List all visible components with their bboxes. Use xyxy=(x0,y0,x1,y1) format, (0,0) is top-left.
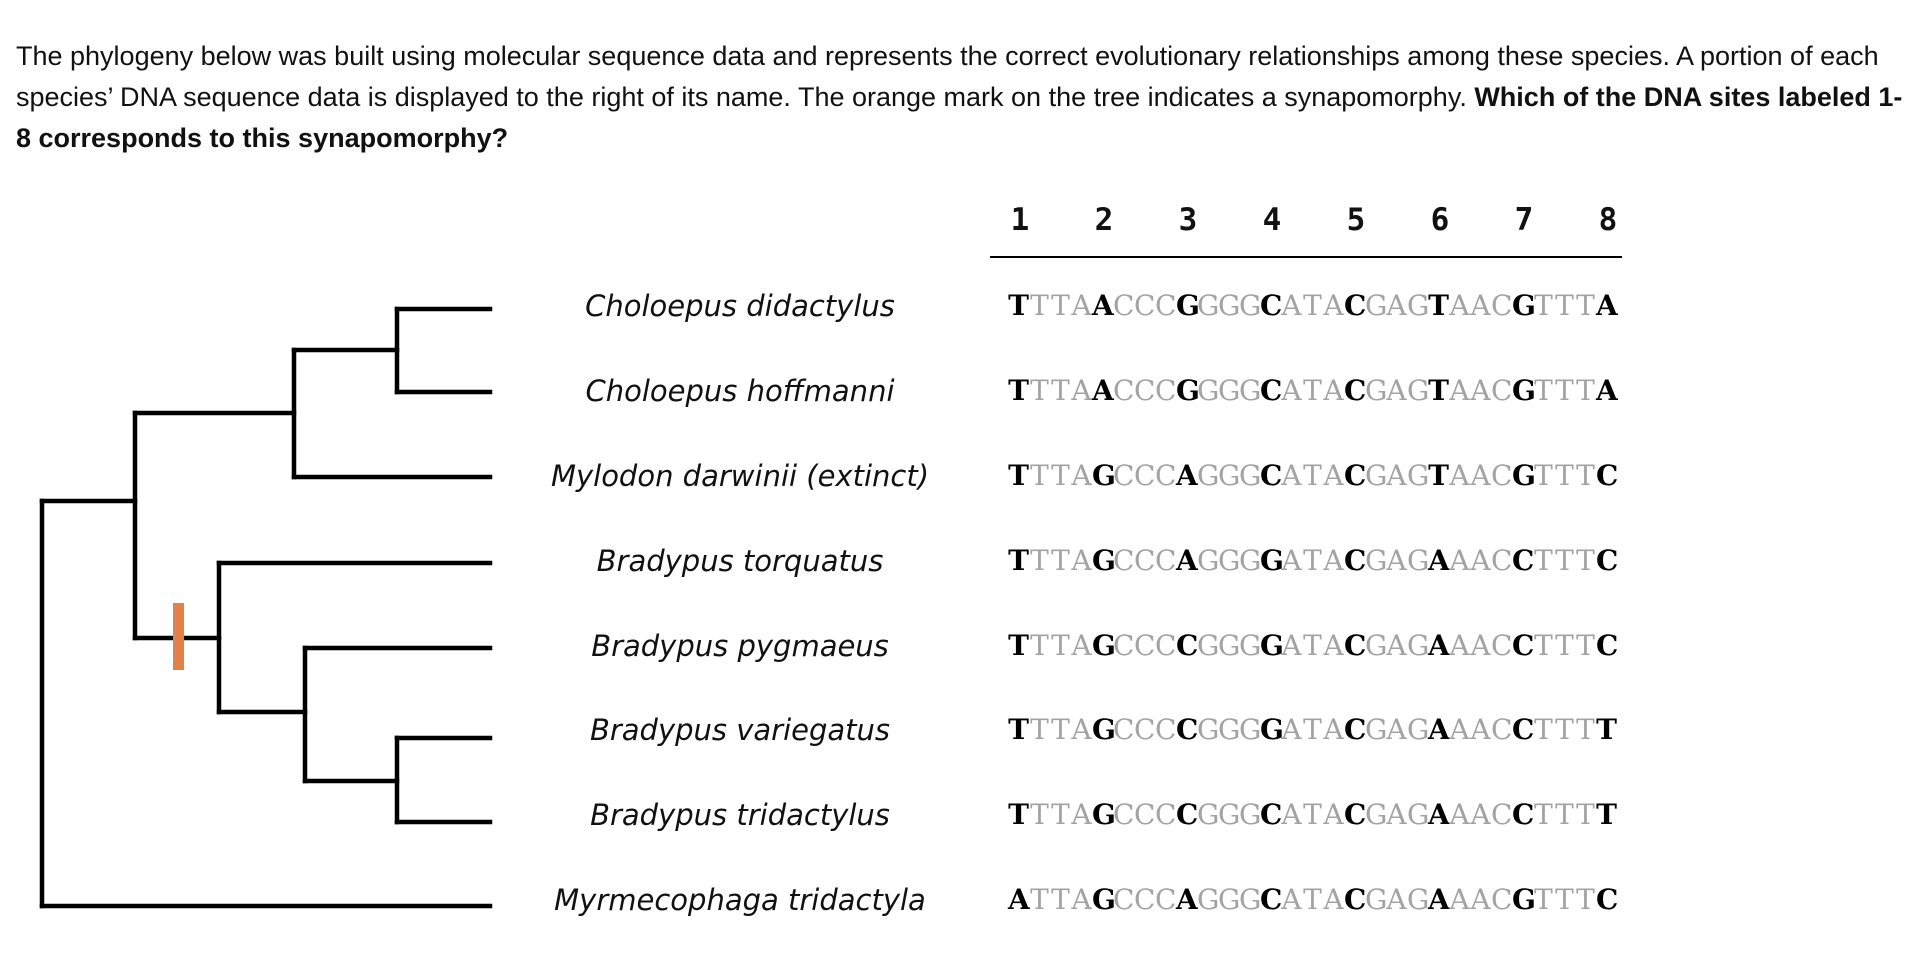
base: G xyxy=(1218,459,1241,492)
base: G xyxy=(1365,459,1388,492)
base: T xyxy=(1555,629,1574,662)
species-label: Bradypus torquatus xyxy=(596,544,884,578)
species-label: Bradypus pygmaeus xyxy=(591,629,889,663)
species-label: Choloepus didactylus xyxy=(585,289,895,323)
site-number: 4 xyxy=(1262,202,1282,238)
base: T xyxy=(1051,374,1070,407)
base: G xyxy=(1239,459,1262,492)
site-base: T xyxy=(1596,798,1617,831)
site-base: T xyxy=(1428,459,1449,492)
base: T xyxy=(1555,883,1574,916)
site-number: 7 xyxy=(1514,202,1534,238)
site-number: 6 xyxy=(1430,202,1450,238)
dna-sequence xyxy=(1008,880,1628,920)
dna-sequence xyxy=(1008,795,1628,835)
site-base: C xyxy=(1512,629,1535,662)
site-base: T xyxy=(1596,713,1617,746)
base: G xyxy=(1239,798,1262,831)
base: T xyxy=(1303,374,1322,407)
base: A xyxy=(1281,544,1302,577)
base: T xyxy=(1555,798,1574,831)
site-base: G xyxy=(1260,629,1284,662)
base: T xyxy=(1051,289,1070,322)
base: A xyxy=(1323,798,1344,831)
base: T xyxy=(1051,798,1070,831)
base: C xyxy=(1491,798,1513,831)
site-base: C xyxy=(1596,629,1619,662)
base: T xyxy=(1051,459,1070,492)
base: A xyxy=(1071,629,1092,662)
base: G xyxy=(1407,289,1430,322)
base: T xyxy=(1303,289,1322,322)
base: G xyxy=(1218,629,1241,662)
base: G xyxy=(1407,374,1430,407)
base: C xyxy=(1113,713,1135,746)
base: C xyxy=(1491,459,1513,492)
base: T xyxy=(1303,459,1322,492)
site-base: C xyxy=(1344,289,1367,322)
base: T xyxy=(1030,883,1049,916)
base: C xyxy=(1134,629,1156,662)
base: C xyxy=(1134,459,1156,492)
base: G xyxy=(1197,459,1220,492)
base: A xyxy=(1449,459,1470,492)
base: A xyxy=(1449,883,1470,916)
base: A xyxy=(1449,374,1470,407)
base: G xyxy=(1239,289,1262,322)
species-label: Myrmecophaga tridactyla xyxy=(554,883,926,917)
site-base: T xyxy=(1008,629,1029,662)
base: A xyxy=(1071,374,1092,407)
site-base: C xyxy=(1596,459,1619,492)
site-base: G xyxy=(1260,544,1284,577)
base: G xyxy=(1365,798,1388,831)
base: A xyxy=(1386,374,1407,407)
base: G xyxy=(1407,798,1430,831)
base: G xyxy=(1239,629,1262,662)
base: C xyxy=(1491,544,1513,577)
base: G xyxy=(1218,883,1241,916)
base: T xyxy=(1534,798,1553,831)
site-base: C xyxy=(1512,798,1535,831)
base: A xyxy=(1323,713,1344,746)
site-base: G xyxy=(1092,629,1116,662)
base: G xyxy=(1365,883,1388,916)
base: T xyxy=(1576,713,1595,746)
site-base: T xyxy=(1008,459,1029,492)
base: T xyxy=(1303,798,1322,831)
base: T xyxy=(1051,544,1070,577)
base: T xyxy=(1534,544,1553,577)
site-axis-rule xyxy=(990,256,1622,258)
base: T xyxy=(1051,883,1070,916)
base: A xyxy=(1470,289,1491,322)
site-base: T xyxy=(1428,289,1449,322)
base: C xyxy=(1113,459,1135,492)
base: T xyxy=(1030,374,1049,407)
site-base: C xyxy=(1260,883,1283,916)
dna-sequence xyxy=(1008,371,1628,411)
base: A xyxy=(1386,289,1407,322)
site-number: 1 xyxy=(1010,202,1030,238)
site-base: A xyxy=(1428,798,1450,831)
site-base: T xyxy=(1008,544,1029,577)
site-base: G xyxy=(1092,883,1116,916)
base: G xyxy=(1218,374,1241,407)
site-base: C xyxy=(1176,629,1199,662)
base: G xyxy=(1218,798,1241,831)
base: T xyxy=(1576,798,1595,831)
base: G xyxy=(1197,374,1220,407)
site-base: G xyxy=(1512,289,1536,322)
base: T xyxy=(1534,289,1553,322)
species-label: Bradypus tridactylus xyxy=(590,798,890,832)
base: G xyxy=(1239,883,1262,916)
site-base: C xyxy=(1344,374,1367,407)
synapomorphy-mark xyxy=(173,603,184,670)
base: C xyxy=(1155,289,1177,322)
base: G xyxy=(1239,374,1262,407)
base: A xyxy=(1449,289,1470,322)
base: A xyxy=(1470,459,1491,492)
base: A xyxy=(1071,459,1092,492)
base: A xyxy=(1470,798,1491,831)
base: G xyxy=(1239,544,1262,577)
base: G xyxy=(1218,289,1241,322)
base: T xyxy=(1534,459,1553,492)
dna-sequence xyxy=(1008,456,1628,496)
base: A xyxy=(1071,289,1092,322)
site-base: C xyxy=(1512,713,1535,746)
base: T xyxy=(1303,629,1322,662)
base: C xyxy=(1491,883,1513,916)
base: A xyxy=(1449,798,1470,831)
base: G xyxy=(1407,713,1430,746)
base: G xyxy=(1197,713,1220,746)
site-base: A xyxy=(1008,883,1030,916)
site-base: C xyxy=(1260,289,1283,322)
site-number: 8 xyxy=(1598,202,1618,238)
species-label: Mylodon darwinii (extinct) xyxy=(550,459,930,493)
question-prompt: Which of the DNA sites labeled 1-8 corresponds to this synapomorphy? xyxy=(16,82,1903,153)
base: G xyxy=(1407,883,1430,916)
site-base: A xyxy=(1176,459,1198,492)
site-base: A xyxy=(1092,289,1114,322)
base: T xyxy=(1303,883,1322,916)
site-base: G xyxy=(1260,713,1284,746)
base: A xyxy=(1449,713,1470,746)
base: C xyxy=(1134,544,1156,577)
site-base: C xyxy=(1260,798,1283,831)
base: C xyxy=(1491,629,1513,662)
base: G xyxy=(1218,544,1241,577)
site-base: C xyxy=(1176,798,1199,831)
site-base: C xyxy=(1260,459,1283,492)
base: A xyxy=(1323,629,1344,662)
base: C xyxy=(1155,883,1177,916)
question-body: The phylogeny below was built using molecular sequence data and represents the correct evolutionary relationships among these species. A portion of each species’ DNA sequence data is displayed to the right of its name. The orange mark on the tree indicates a synapomorphy. xyxy=(16,41,1879,112)
site-base: A xyxy=(1176,883,1198,916)
site-base: G xyxy=(1512,883,1536,916)
base: C xyxy=(1491,289,1513,322)
base: A xyxy=(1386,629,1407,662)
site-base: C xyxy=(1512,544,1535,577)
base: G xyxy=(1218,713,1241,746)
site-base: T xyxy=(1008,713,1029,746)
base: T xyxy=(1534,713,1553,746)
base: C xyxy=(1134,374,1156,407)
base: A xyxy=(1470,713,1491,746)
base: C xyxy=(1155,544,1177,577)
base: C xyxy=(1491,713,1513,746)
base: A xyxy=(1470,629,1491,662)
base: G xyxy=(1239,713,1262,746)
base: T xyxy=(1030,798,1049,831)
base: G xyxy=(1197,289,1220,322)
base: A xyxy=(1470,883,1491,916)
base: A xyxy=(1281,713,1302,746)
base: C xyxy=(1113,544,1135,577)
base: A xyxy=(1281,289,1302,322)
species-label: Bradypus variegatus xyxy=(589,713,891,747)
base: A xyxy=(1470,544,1491,577)
site-base: G xyxy=(1092,459,1116,492)
site-base: A xyxy=(1428,544,1450,577)
base: A xyxy=(1323,459,1344,492)
base: T xyxy=(1534,629,1553,662)
base: A xyxy=(1071,798,1092,831)
site-number: 2 xyxy=(1094,202,1114,238)
base: T xyxy=(1030,289,1049,322)
base: A xyxy=(1071,544,1092,577)
site-base: C xyxy=(1344,459,1367,492)
base: C xyxy=(1113,289,1135,322)
base: A xyxy=(1281,798,1302,831)
site-base: A xyxy=(1596,374,1618,407)
base: G xyxy=(1365,289,1388,322)
site-base: T xyxy=(1008,374,1029,407)
base: T xyxy=(1303,544,1322,577)
base: T xyxy=(1030,544,1049,577)
phylogenetic-tree xyxy=(0,0,500,974)
base: A xyxy=(1281,629,1302,662)
base: T xyxy=(1555,544,1574,577)
base: A xyxy=(1323,289,1344,322)
base: T xyxy=(1576,883,1595,916)
base: T xyxy=(1555,713,1574,746)
base: C xyxy=(1134,883,1156,916)
base: T xyxy=(1555,459,1574,492)
base: G xyxy=(1365,544,1388,577)
base: T xyxy=(1555,374,1574,407)
base: T xyxy=(1030,459,1049,492)
base: A xyxy=(1470,374,1491,407)
base: C xyxy=(1155,459,1177,492)
base: G xyxy=(1197,883,1220,916)
site-base: A xyxy=(1176,544,1198,577)
base: G xyxy=(1365,713,1388,746)
base: T xyxy=(1534,883,1553,916)
base: A xyxy=(1323,883,1344,916)
site-base: T xyxy=(1008,289,1029,322)
base: C xyxy=(1134,798,1156,831)
base: G xyxy=(1197,629,1220,662)
base: C xyxy=(1155,629,1177,662)
base: G xyxy=(1407,459,1430,492)
base: T xyxy=(1534,374,1553,407)
site-base: G xyxy=(1092,544,1116,577)
base: G xyxy=(1365,374,1388,407)
base: A xyxy=(1323,544,1344,577)
base: C xyxy=(1113,798,1135,831)
base: C xyxy=(1155,713,1177,746)
base: C xyxy=(1113,629,1135,662)
site-base: G xyxy=(1512,374,1536,407)
base: A xyxy=(1281,374,1302,407)
base: G xyxy=(1407,629,1430,662)
base: T xyxy=(1576,629,1595,662)
base: A xyxy=(1071,883,1092,916)
site-base: A xyxy=(1092,374,1114,407)
site-base: C xyxy=(1344,544,1367,577)
site-base: A xyxy=(1596,289,1618,322)
site-base: A xyxy=(1428,629,1450,662)
base: A xyxy=(1449,629,1470,662)
base: T xyxy=(1303,713,1322,746)
site-base: C xyxy=(1260,374,1283,407)
base: C xyxy=(1155,798,1177,831)
base: T xyxy=(1555,289,1574,322)
base: C xyxy=(1113,374,1135,407)
base: T xyxy=(1576,374,1595,407)
site-base: G xyxy=(1092,713,1116,746)
base: G xyxy=(1197,544,1220,577)
base: A xyxy=(1281,883,1302,916)
site-base: T xyxy=(1008,798,1029,831)
site-base: C xyxy=(1344,883,1367,916)
site-base: C xyxy=(1344,798,1367,831)
base: A xyxy=(1281,459,1302,492)
site-number: 5 xyxy=(1346,202,1366,238)
base: G xyxy=(1197,798,1220,831)
base: A xyxy=(1386,883,1407,916)
base: C xyxy=(1155,374,1177,407)
base: C xyxy=(1491,374,1513,407)
base: T xyxy=(1051,629,1070,662)
site-base: G xyxy=(1092,798,1116,831)
base: T xyxy=(1576,544,1595,577)
site-base: C xyxy=(1176,713,1199,746)
site-base: C xyxy=(1344,629,1367,662)
site-base: G xyxy=(1176,374,1200,407)
site-base: C xyxy=(1596,544,1619,577)
site-base: G xyxy=(1512,459,1536,492)
dna-sequence xyxy=(1008,626,1628,666)
site-base: G xyxy=(1176,289,1200,322)
site-base: A xyxy=(1428,713,1450,746)
base: A xyxy=(1449,544,1470,577)
species-label: Choloepus hoffmanni xyxy=(585,374,895,408)
base: A xyxy=(1386,713,1407,746)
base: A xyxy=(1386,459,1407,492)
site-number: 3 xyxy=(1178,202,1198,238)
base: T xyxy=(1576,289,1595,322)
base: C xyxy=(1113,883,1135,916)
base: A xyxy=(1386,544,1407,577)
site-base: C xyxy=(1596,883,1619,916)
base: C xyxy=(1134,713,1156,746)
dna-sequence xyxy=(1008,286,1628,326)
base: G xyxy=(1365,629,1388,662)
site-base: A xyxy=(1428,883,1450,916)
base: C xyxy=(1134,289,1156,322)
base: A xyxy=(1323,374,1344,407)
base: A xyxy=(1071,713,1092,746)
site-base: T xyxy=(1428,374,1449,407)
dna-sequence xyxy=(1008,541,1628,581)
base: T xyxy=(1030,629,1049,662)
base: T xyxy=(1030,713,1049,746)
base: T xyxy=(1576,459,1595,492)
base: T xyxy=(1051,713,1070,746)
dna-sequence xyxy=(1008,710,1628,750)
base: A xyxy=(1386,798,1407,831)
base: G xyxy=(1407,544,1430,577)
site-base: C xyxy=(1344,713,1367,746)
